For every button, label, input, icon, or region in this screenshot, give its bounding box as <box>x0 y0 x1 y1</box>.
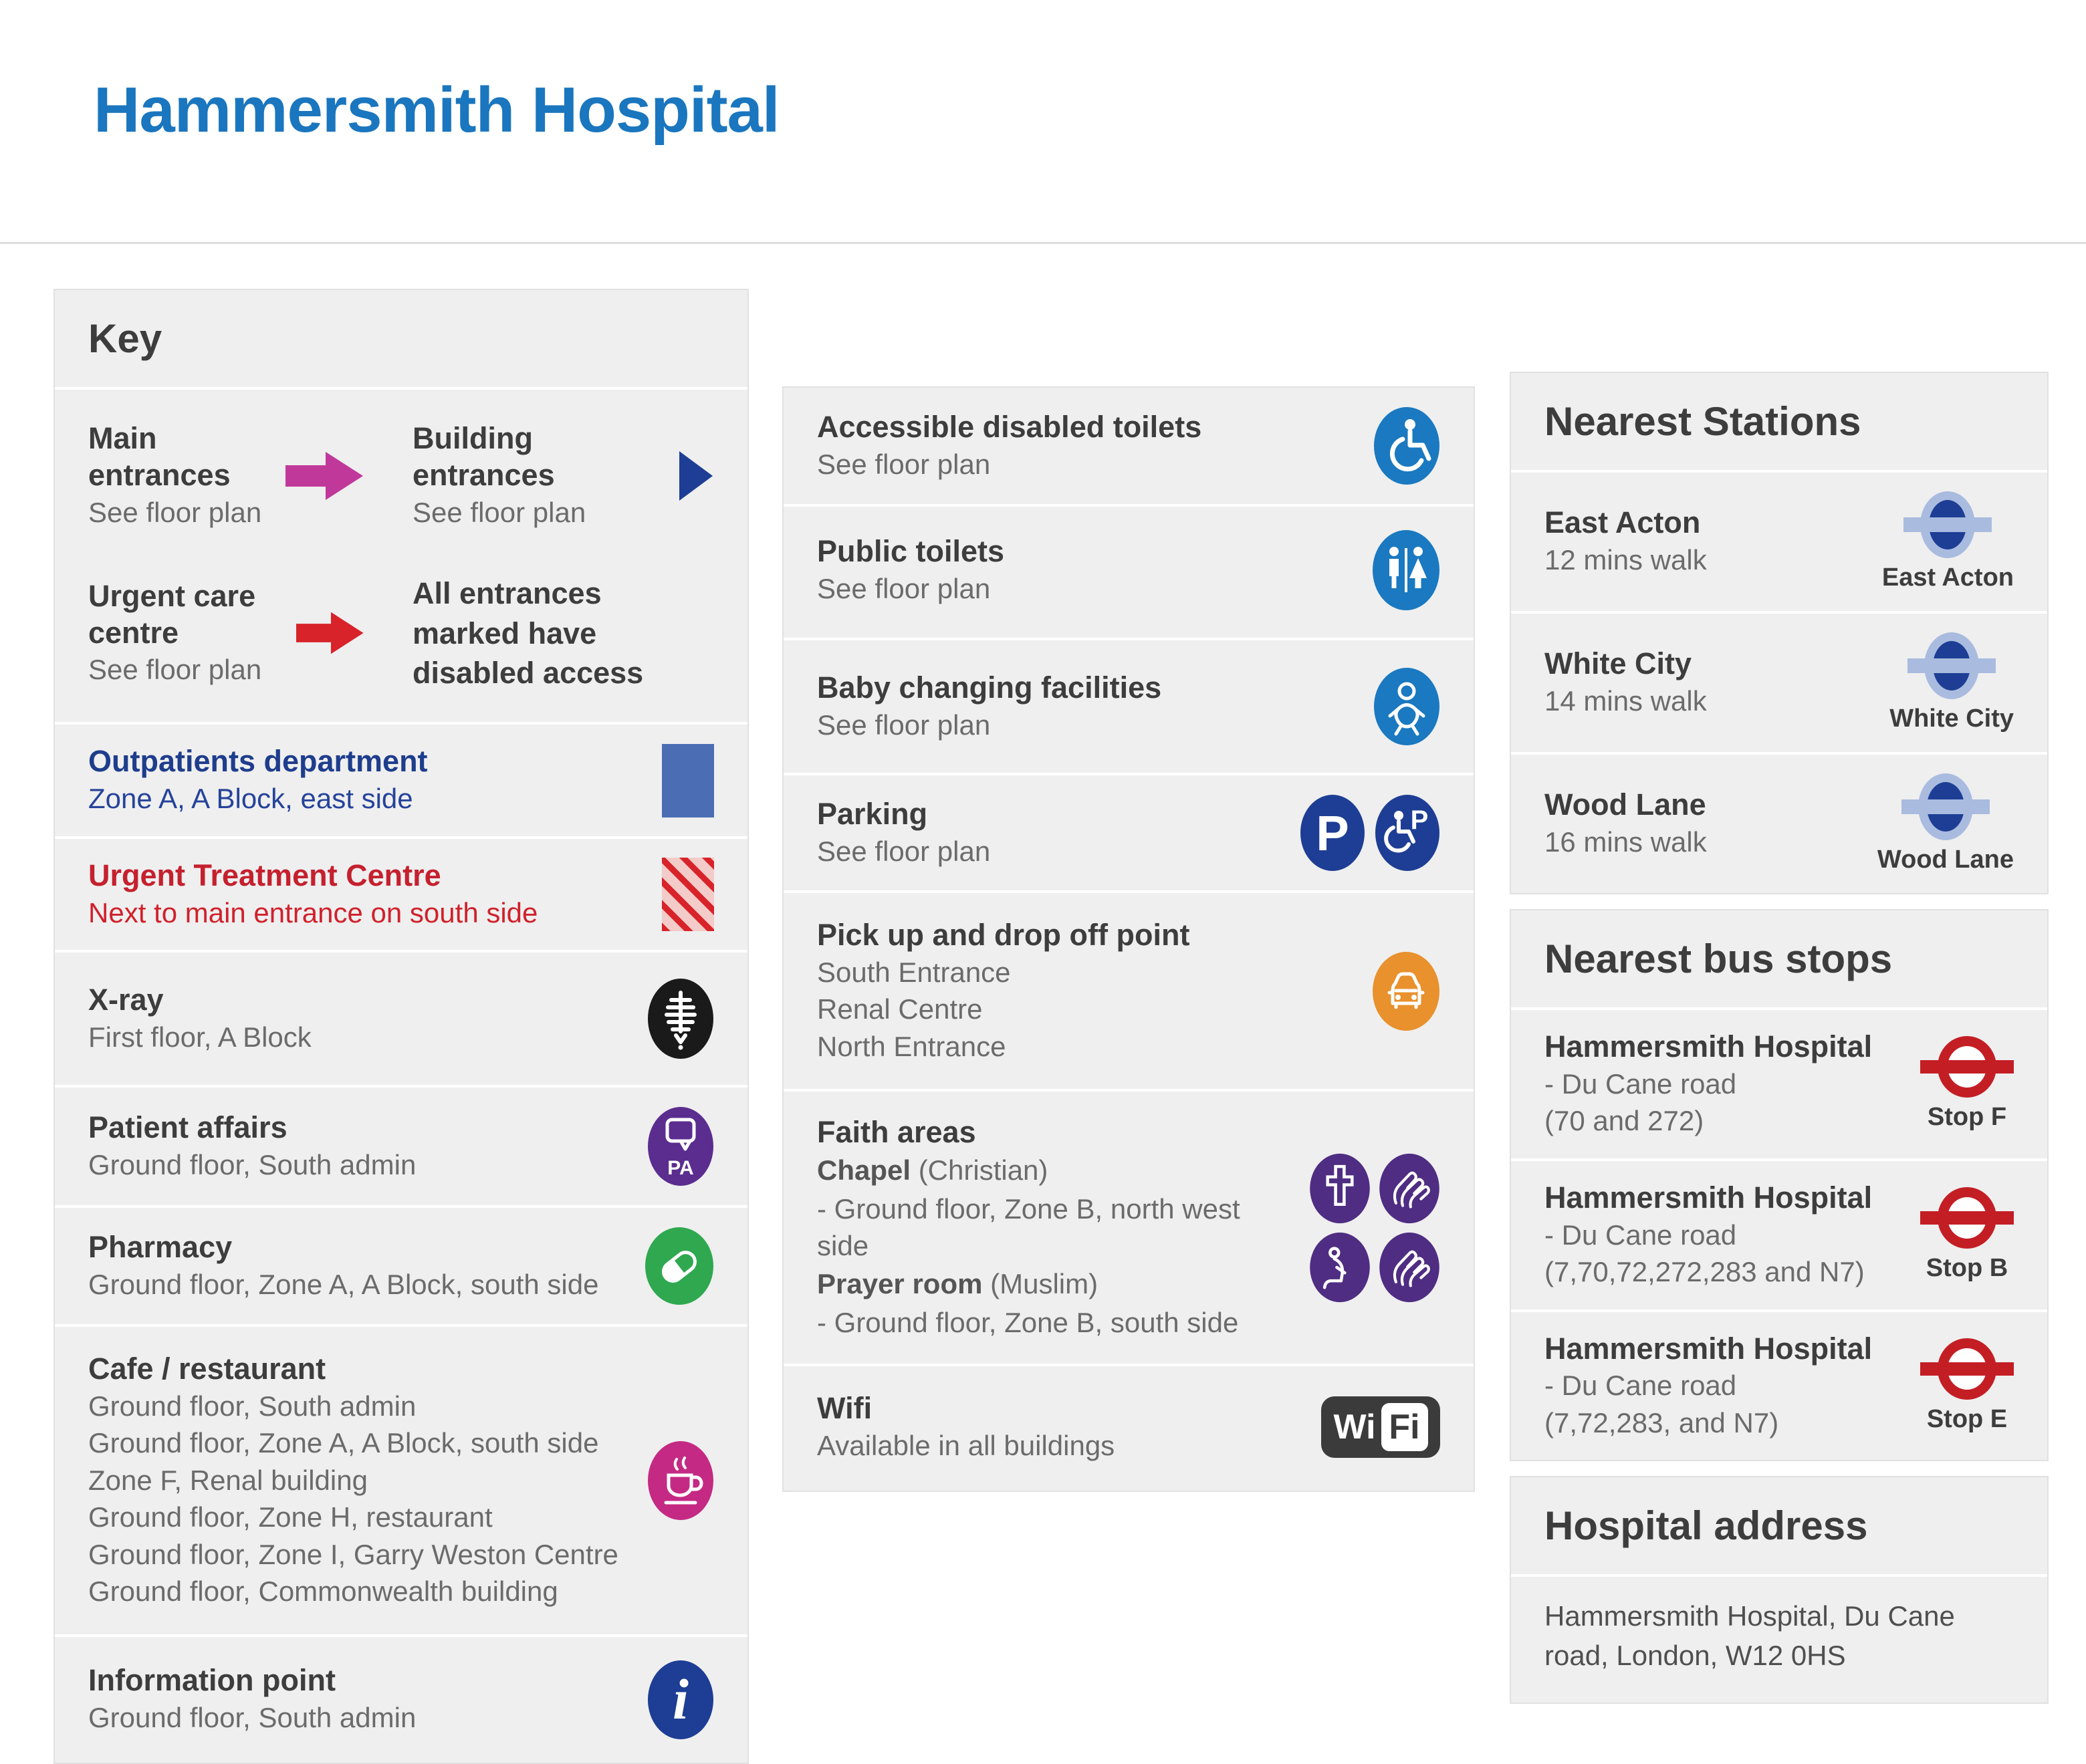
cafe-location: Ground floor, Commonwealth building <box>88 1576 558 1608</box>
outpatients-sub: Zone A, A Block, east side <box>88 783 413 815</box>
information-icon <box>647 1660 714 1740</box>
bus-roundel-block <box>1920 1338 2014 1434</box>
outpatients-swatch-icon <box>662 744 714 817</box>
key-header: Key <box>88 316 162 361</box>
accessible-toilets-row <box>784 388 1474 504</box>
header-divider <box>0 242 2086 244</box>
outpatients-row <box>55 722 747 836</box>
station-caption: East Acton <box>1881 563 2014 592</box>
urgent-care-label: Urgent care centre <box>88 578 256 650</box>
faith-icons <box>1309 1153 1440 1303</box>
bus-stop-road: - Du Cane road <box>1544 1067 1737 1100</box>
bus-stop-letter: Stop F <box>1927 1103 2007 1132</box>
bus-stop-road: - Du Cane road <box>1544 1219 1737 1251</box>
public-toilets-row <box>784 504 1474 638</box>
parking-p-icon <box>1300 794 1365 872</box>
pickup-label: Pick up and drop off point <box>817 918 1190 952</box>
baby-changing-sub: See floor plan <box>817 709 991 741</box>
bus-roundel-block <box>1920 1036 2014 1132</box>
bus-stop-row-f <box>1511 1007 2047 1158</box>
station-row-wood-lane <box>1511 752 2047 893</box>
pharmacy-row <box>55 1205 747 1324</box>
bus-roundel-icon <box>1920 1338 2014 1400</box>
bus-stop-name: Hammersmith Hospital <box>1544 1331 1873 1366</box>
bus-stop-letter: Stop B <box>1926 1254 2008 1283</box>
cafe-row <box>55 1324 747 1634</box>
cafe-location: Ground floor, South admin <box>88 1390 417 1422</box>
prayer-room-note: (Muslim) <box>982 1267 1098 1299</box>
baby-icon <box>1373 667 1440 746</box>
patient-affairs-sub: Ground floor, South admin <box>88 1148 417 1180</box>
prayer-room-location: - Ground floor, Zone B, south side <box>817 1306 1239 1338</box>
page-title: Hammersmith Hospital <box>94 74 780 146</box>
parking-label: Parking <box>817 796 928 831</box>
public-toilets-sub: See floor plan <box>817 572 991 604</box>
hospital-address-panel <box>1510 1476 2049 1704</box>
bus-stop-routes: (7,70,72,272,283 and N7) <box>1544 1256 1865 1288</box>
main-entrances-label: Main entrances <box>88 421 231 492</box>
bus-roundel-icon <box>1920 1036 2014 1098</box>
station-row-white-city <box>1511 611 2047 752</box>
building-entrances-label: Building entrances <box>413 421 555 492</box>
urgent-treatment-label: Urgent Treatment Centre <box>88 858 441 892</box>
urgent-care-item <box>88 574 390 692</box>
right-column <box>1510 372 2049 1704</box>
station-name: White City <box>1544 646 1692 681</box>
station-walk-time: 16 mins walk <box>1544 826 1707 858</box>
information-point-row <box>55 1634 747 1763</box>
pharmacy-sub: Ground floor, Zone A, A Block, south side <box>88 1268 599 1300</box>
wifi-row <box>784 1364 1474 1491</box>
nearest-stations-header: Nearest Stations <box>1544 399 1861 444</box>
bus-stop-road: - Du Cane road <box>1544 1370 1737 1402</box>
outpatients-label: Outpatients department <box>88 744 428 779</box>
station-caption: White City <box>1889 705 2014 733</box>
bus-stop-name: Hammersmith Hospital <box>1544 1029 1873 1063</box>
bus-stop-name: Hammersmith Hospital <box>1544 1180 1873 1215</box>
christian-cross-icon <box>1309 1153 1371 1224</box>
cafe-icon <box>647 1440 714 1521</box>
wheelchair-icon <box>1373 406 1440 485</box>
information-point-label: Information point <box>88 1663 336 1698</box>
pickup-location: North Entrance <box>817 1030 1006 1062</box>
hospital-address-header: Hospital address <box>1544 1503 1868 1549</box>
cafe-location: Zone F, Renal building <box>88 1464 368 1496</box>
chapel-note: (Christian) <box>911 1154 1048 1186</box>
station-walk-time: 14 mins walk <box>1544 685 1707 717</box>
nearest-bus-stops-header: Nearest bus stops <box>1544 936 1893 981</box>
building-entrances-item <box>413 420 714 531</box>
main-entrances-sub: See floor plan <box>88 496 262 528</box>
disabled-parking-icon <box>1375 794 1440 872</box>
urgent-treatment-hatch-icon <box>662 858 714 931</box>
facilities-panel <box>782 386 1475 1492</box>
chapel-location: - Ground floor, Zone B, north west side <box>817 1192 1240 1262</box>
urgent-care-arrow-icon <box>296 610 366 656</box>
pa-badge: PA <box>667 1157 694 1180</box>
svg-text:i: i <box>673 1666 689 1731</box>
main-entrance-arrow-icon <box>285 449 366 503</box>
chapel-label: Chapel <box>817 1154 911 1186</box>
pharmacy-label: Pharmacy <box>88 1229 233 1264</box>
cafe-location: Ground floor, Zone I, Garry Weston Centre <box>88 1538 618 1570</box>
building-entrances-sub: See floor plan <box>413 496 586 528</box>
patient-affairs-row <box>55 1085 747 1205</box>
information-point-sub: Ground floor, South admin <box>88 1702 417 1734</box>
wifi-sub: Available in all buildings <box>817 1429 1115 1461</box>
entrances-section <box>55 387 747 722</box>
urgent-treatment-sub: Next to main entrance on south side <box>88 896 538 928</box>
cafe-label: Cafe / restaurant <box>88 1352 326 1386</box>
xray-sub: First floor, A Block <box>88 1021 312 1053</box>
station-roundel-block <box>1889 632 2014 733</box>
nearest-bus-stops-panel <box>1510 909 2049 1461</box>
xray-icon <box>647 978 714 1059</box>
hospital-address-text: Hammersmith Hospital, Du Cane road, London, W12 0HS <box>1511 1574 2047 1703</box>
station-name: Wood Lane <box>1544 787 1706 822</box>
bus-roundel-icon <box>1920 1187 2014 1249</box>
nearest-stations-panel <box>1510 372 2049 894</box>
tube-roundel-icon <box>1903 491 1992 558</box>
station-walk-time: 12 mins walk <box>1544 544 1707 576</box>
disabled-parking-letter: P <box>1410 805 1429 835</box>
tube-roundel-icon <box>1901 773 1990 840</box>
wifi-label: Wifi <box>817 1391 873 1425</box>
xray-row <box>55 950 747 1085</box>
baby-changing-row <box>784 638 1474 773</box>
building-entrance-triangle-icon <box>677 450 714 502</box>
station-caption: Wood Lane <box>1877 846 2014 874</box>
wifi-logo-fi: Fi <box>1381 1403 1428 1451</box>
parking-sub: See floor plan <box>817 835 991 867</box>
wifi-logo-wi: Wi <box>1333 1408 1376 1447</box>
key-panel <box>53 289 749 1764</box>
bus-stop-routes: (70 and 272) <box>1544 1105 1704 1137</box>
cafe-location: Ground floor, Zone A, A Block, south side <box>88 1427 599 1459</box>
prayer-room-line <box>817 1265 1293 1304</box>
patient-affairs-icon <box>647 1106 714 1186</box>
patient-affairs-label: Patient affairs <box>88 1110 287 1144</box>
chapel-line <box>817 1151 1293 1190</box>
tube-roundel-icon <box>1907 632 1996 699</box>
parking-letter: P <box>1316 805 1349 861</box>
parking-row <box>784 773 1474 890</box>
faith-areas-label: Faith areas <box>817 1115 976 1150</box>
parking-icons <box>1300 794 1440 872</box>
bus-roundel-block <box>1920 1187 2014 1283</box>
kneeling-person-icon <box>1309 1232 1371 1303</box>
station-name: East Acton <box>1544 505 1701 540</box>
accessible-toilets-sub: See floor plan <box>817 448 991 480</box>
cafe-location: Ground floor, Zone H, restaurant <box>88 1501 493 1533</box>
station-roundel-block <box>1882 491 2014 592</box>
pickup-dropoff-row <box>784 890 1474 1089</box>
bus-stop-letter: Stop E <box>1926 1404 2008 1433</box>
pickup-location: South Entrance <box>817 956 1011 988</box>
urgent-treatment-row <box>55 836 747 950</box>
main-entrances-item <box>88 420 390 531</box>
prayer-room-label: Prayer room <box>817 1267 983 1299</box>
entrances-note: All entrances marked have disabled access <box>413 576 644 690</box>
car-icon <box>1372 951 1440 1031</box>
praying-hands-icon <box>1379 1232 1440 1303</box>
station-roundel-block <box>1877 773 2014 874</box>
pharmacy-icon <box>645 1227 714 1305</box>
xray-label: X-ray <box>88 982 164 1017</box>
entrances-note-item <box>413 574 714 692</box>
toilets-icon <box>1372 529 1440 611</box>
baby-changing-label: Baby changing facilities <box>817 670 1162 705</box>
accessible-toilets-label: Accessible disabled toilets <box>817 409 1202 444</box>
bus-stop-row-e <box>1511 1309 2047 1461</box>
bus-stop-routes: (7,72,283, and N7) <box>1544 1406 1779 1438</box>
wifi-logo-icon <box>1321 1396 1440 1458</box>
station-row-east-acton <box>1511 470 2047 611</box>
public-toilets-label: Public toilets <box>817 533 1005 568</box>
urgent-care-sub: See floor plan <box>88 654 262 686</box>
bus-stop-row-b <box>1511 1158 2047 1309</box>
pickup-location: Renal Centre <box>817 993 983 1025</box>
praying-hands-icon <box>1379 1153 1440 1224</box>
faith-areas-row <box>784 1089 1474 1364</box>
